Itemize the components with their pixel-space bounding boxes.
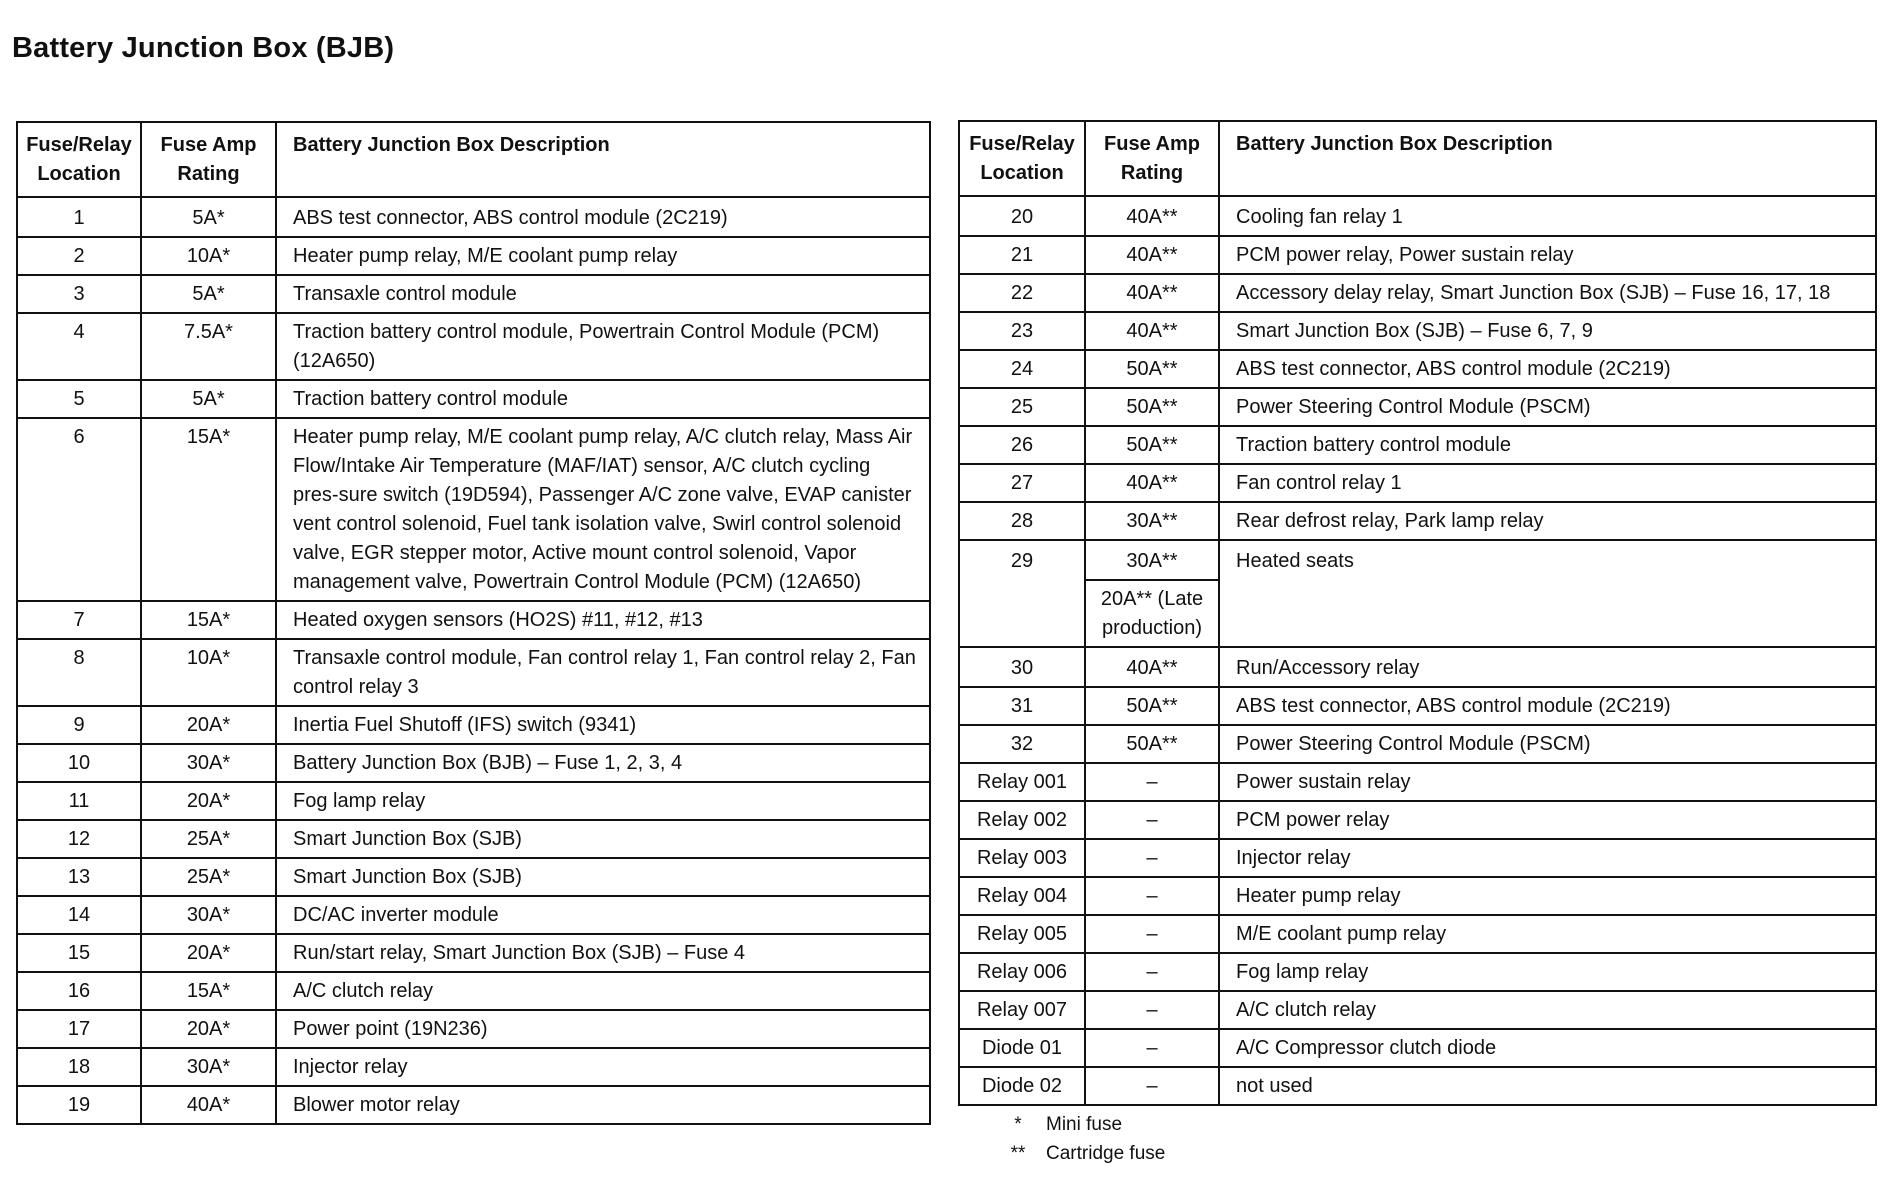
- amp-cell: 20A*: [141, 706, 276, 744]
- amp-cell: 40A*: [141, 1086, 276, 1124]
- location-cell: 8: [17, 639, 141, 706]
- location-cell: 25: [959, 388, 1085, 426]
- table-row: [959, 236, 1876, 274]
- table-row: [17, 275, 930, 313]
- description-cell: ABS test connector, ABS control module (2C219): [276, 197, 930, 237]
- description-cell: Blower motor relay: [276, 1086, 930, 1124]
- table-row: [959, 687, 1876, 725]
- fuse-table-right-body-a: [959, 196, 1876, 540]
- description-cell: A/C clutch relay: [276, 972, 930, 1010]
- location-cell: Relay 005: [959, 915, 1085, 953]
- amp-cell: 30A*: [141, 744, 276, 782]
- table-row: [959, 725, 1876, 763]
- amp-header: Fuse Amp Rating: [1085, 121, 1219, 196]
- table-row: [17, 972, 930, 1010]
- location-cell: Relay 004: [959, 877, 1085, 915]
- description-cell: Battery Junction Box (BJB) – Fuse 1, 2, 3, 4: [276, 744, 930, 782]
- location-cell: 22: [959, 274, 1085, 312]
- location-cell: Diode 01: [959, 1029, 1085, 1067]
- description-cell: Power Steering Control Module (PSCM): [1219, 388, 1876, 426]
- amp-cell: 25A*: [141, 820, 276, 858]
- location-cell: 19: [17, 1086, 141, 1124]
- location-cell: 10: [17, 744, 141, 782]
- amp-cell: –: [1085, 1067, 1219, 1105]
- amp-cell: 20A*: [141, 1010, 276, 1048]
- description-cell: Transaxle control module: [276, 275, 930, 313]
- location-cell: 32: [959, 725, 1085, 763]
- description-cell: Run/start relay, Smart Junction Box (SJB) – Fuse 4: [276, 934, 930, 972]
- table-row: [959, 839, 1876, 877]
- description-cell: Heater pump relay, M/E coolant pump relay, A/C clutch relay, Mass Air Flow/Intake Air Temperature (MAF/IAT) sensor, A/C clutch cycling pres-sure switch (19D594), Passenger A/C zone valve, EVAP canister vent control solenoid, Fuel tank isolation valve, Swirl control solenoid valve, EGR stepper motor, Active mount control solenoid, Vapor management valve, Powertrain Control Module (PCM) (12A650): [276, 418, 930, 601]
- description-cell: ABS test connector, ABS control module (2C219): [1219, 687, 1876, 725]
- location-cell: 27: [959, 464, 1085, 502]
- amp-header: Fuse Amp Rating: [141, 122, 276, 197]
- legend-text: Mini fuse: [1046, 1114, 1123, 1135]
- table-row: [959, 540, 1876, 580]
- amp-cell: 50A**: [1085, 426, 1219, 464]
- amp-cell: 50A**: [1085, 725, 1219, 763]
- table-row: [17, 237, 930, 275]
- description-header: Battery Junction Box Description: [1219, 121, 1876, 196]
- location-cell: 30: [959, 647, 1085, 687]
- description-cell: Run/Accessory relay: [1219, 647, 1876, 687]
- amp-cell: 50A**: [1085, 350, 1219, 388]
- amp-cell: 15A*: [141, 972, 276, 1010]
- location-cell: 26: [959, 426, 1085, 464]
- fuse-table-right-body-b: [959, 647, 1876, 1105]
- description-cell: PCM power relay: [1219, 801, 1876, 839]
- location-cell: Relay 007: [959, 991, 1085, 1029]
- description-cell: M/E coolant pump relay: [1219, 915, 1876, 953]
- fuse-table-left-body: [17, 197, 930, 1124]
- amp-cell: –: [1085, 877, 1219, 915]
- fuse-table-right-row-29: [959, 540, 1876, 647]
- description-cell: Heated seats: [1219, 540, 1876, 647]
- table-row: [959, 502, 1876, 540]
- table-row: [17, 1086, 930, 1124]
- table-row: [17, 639, 930, 706]
- description-cell: Power point (19N236): [276, 1010, 930, 1048]
- amp-cell: 40A**: [1085, 236, 1219, 274]
- description-cell: Cooling fan relay 1: [1219, 196, 1876, 236]
- amp-cell: 15A*: [141, 601, 276, 639]
- amp-cell: 40A**: [1085, 464, 1219, 502]
- description-cell: Injector relay: [276, 1048, 930, 1086]
- table-row: [17, 418, 930, 601]
- description-cell: A/C Compressor clutch diode: [1219, 1029, 1876, 1067]
- amp-cell: 20A*: [141, 782, 276, 820]
- table-row: [959, 350, 1876, 388]
- amp-cell: 30A**: [1085, 502, 1219, 540]
- amp-cell: –: [1085, 915, 1219, 953]
- location-cell: 23: [959, 312, 1085, 350]
- location-cell: Relay 002: [959, 801, 1085, 839]
- amp-cell: 40A**: [1085, 196, 1219, 236]
- location-cell: 24: [959, 350, 1085, 388]
- amp-cell: 5A*: [141, 197, 276, 237]
- location-cell: Relay 001: [959, 763, 1085, 801]
- description-cell: Heater pump relay: [1219, 877, 1876, 915]
- description-cell: not used: [1219, 1067, 1876, 1105]
- description-cell: Power sustain relay: [1219, 763, 1876, 801]
- location-cell: 29: [959, 540, 1085, 647]
- location-cell: 20: [959, 196, 1085, 236]
- amp-cell: 50A**: [1085, 687, 1219, 725]
- amp-cell: 40A**: [1085, 274, 1219, 312]
- description-cell: A/C clutch relay: [1219, 991, 1876, 1029]
- amp-cell: 5A*: [141, 380, 276, 418]
- amp-cell: 50A**: [1085, 388, 1219, 426]
- description-cell: Transaxle control module, Fan control relay 1, Fan control relay 2, Fan control relay 3: [276, 639, 930, 706]
- table-row: [959, 953, 1876, 991]
- table-row: [17, 744, 930, 782]
- table-row: [17, 934, 930, 972]
- table-header-row: [17, 122, 930, 197]
- page-title: Battery Junction Box (BJB): [12, 32, 395, 64]
- table-row: [959, 388, 1876, 426]
- location-cell: Relay 006: [959, 953, 1085, 991]
- location-cell: Relay 003: [959, 839, 1085, 877]
- table-row: [17, 313, 930, 380]
- table-row: [959, 763, 1876, 801]
- amp-cell: 7.5A*: [141, 313, 276, 380]
- amp-cell: 25A*: [141, 858, 276, 896]
- table-row: [959, 1067, 1876, 1105]
- description-cell: Accessory delay relay, Smart Junction Box (SJB) – Fuse 16, 17, 18: [1219, 274, 1876, 312]
- location-header: Fuse/Relay Location: [17, 122, 141, 197]
- amp-cell: 30A*: [141, 896, 276, 934]
- description-cell: Smart Junction Box (SJB): [276, 820, 930, 858]
- amp-cell: –: [1085, 839, 1219, 877]
- amp-cell: 10A*: [141, 639, 276, 706]
- location-cell: 3: [17, 275, 141, 313]
- amp-cell: 30A**: [1085, 540, 1219, 580]
- table-row: [959, 312, 1876, 350]
- location-cell: 6: [17, 418, 141, 601]
- description-cell: Traction battery control module, Powertrain Control Module (PCM) (12A650): [276, 313, 930, 380]
- description-cell: Power Steering Control Module (PSCM): [1219, 725, 1876, 763]
- table-row: [17, 1048, 930, 1086]
- description-cell: Heater pump relay, M/E coolant pump relay: [276, 237, 930, 275]
- table-row: [17, 601, 930, 639]
- description-cell: Smart Junction Box (SJB): [276, 858, 930, 896]
- amp-cell: –: [1085, 953, 1219, 991]
- description-cell: Heated oxygen sensors (HO2S) #11, #12, #13: [276, 601, 930, 639]
- table-row: [959, 274, 1876, 312]
- location-cell: 21: [959, 236, 1085, 274]
- amp-cell: 30A*: [141, 1048, 276, 1086]
- table-row: [959, 647, 1876, 687]
- fuse-table-left: [16, 121, 931, 1125]
- description-header: Battery Junction Box Description: [276, 122, 930, 197]
- location-cell: 4: [17, 313, 141, 380]
- description-cell: Traction battery control module: [1219, 426, 1876, 464]
- location-cell: Diode 02: [959, 1067, 1085, 1105]
- description-cell: Injector relay: [1219, 839, 1876, 877]
- amp-cell: –: [1085, 763, 1219, 801]
- description-cell: DC/AC inverter module: [276, 896, 930, 934]
- amp-cell: –: [1085, 991, 1219, 1029]
- table-row: [959, 464, 1876, 502]
- table-row: [17, 858, 930, 896]
- location-cell: 28: [959, 502, 1085, 540]
- legend-item: [990, 1110, 1165, 1139]
- location-cell: 13: [17, 858, 141, 896]
- fuse-table-right: [958, 120, 1877, 1106]
- table-row: [17, 197, 930, 237]
- amp-cell: 20A** (Late production): [1085, 580, 1219, 647]
- location-cell: 17: [17, 1010, 141, 1048]
- legend-item: [990, 1139, 1165, 1168]
- location-cell: 11: [17, 782, 141, 820]
- description-cell: Fan control relay 1: [1219, 464, 1876, 502]
- table-row: [959, 426, 1876, 464]
- amp-cell: 40A**: [1085, 312, 1219, 350]
- location-header: Fuse/Relay Location: [959, 121, 1085, 196]
- amp-cell: –: [1085, 1029, 1219, 1067]
- amp-cell: 20A*: [141, 934, 276, 972]
- location-cell: 12: [17, 820, 141, 858]
- amp-cell: 10A*: [141, 237, 276, 275]
- table-row: [959, 801, 1876, 839]
- location-cell: 18: [17, 1048, 141, 1086]
- amp-cell: 40A**: [1085, 647, 1219, 687]
- table-row: [959, 1029, 1876, 1067]
- location-cell: 16: [17, 972, 141, 1010]
- amp-cell: 5A*: [141, 275, 276, 313]
- table-row: [959, 915, 1876, 953]
- description-cell: Fog lamp relay: [276, 782, 930, 820]
- location-cell: 2: [17, 237, 141, 275]
- table-row: [17, 380, 930, 418]
- table-row: [17, 1010, 930, 1048]
- table-row: [17, 782, 930, 820]
- amp-cell: –: [1085, 801, 1219, 839]
- location-cell: 5: [17, 380, 141, 418]
- legend-text: Cartridge fuse: [1046, 1143, 1166, 1164]
- description-cell: Smart Junction Box (SJB) – Fuse 6, 7, 9: [1219, 312, 1876, 350]
- table-row: [959, 877, 1876, 915]
- description-cell: PCM power relay, Power sustain relay: [1219, 236, 1876, 274]
- table-row: [959, 991, 1876, 1029]
- table-row: [959, 196, 1876, 236]
- table-row: [17, 896, 930, 934]
- description-cell: Rear defrost relay, Park lamp relay: [1219, 502, 1876, 540]
- table-row: [17, 820, 930, 858]
- location-cell: 15: [17, 934, 141, 972]
- description-cell: ABS test connector, ABS control module (2C219): [1219, 350, 1876, 388]
- table-header-row: [959, 121, 1876, 196]
- location-cell: 1: [17, 197, 141, 237]
- location-cell: 14: [17, 896, 141, 934]
- location-cell: 7: [17, 601, 141, 639]
- table-row: [17, 706, 930, 744]
- description-cell: Traction battery control module: [276, 380, 930, 418]
- legend-symbol: *: [1014, 1114, 1022, 1135]
- description-cell: Inertia Fuel Shutoff (IFS) switch (9341): [276, 706, 930, 744]
- legend: [990, 1110, 1165, 1168]
- location-cell: 31: [959, 687, 1085, 725]
- legend-symbol: **: [1010, 1143, 1026, 1164]
- location-cell: 9: [17, 706, 141, 744]
- amp-cell: 15A*: [141, 418, 276, 601]
- description-cell: Fog lamp relay: [1219, 953, 1876, 991]
